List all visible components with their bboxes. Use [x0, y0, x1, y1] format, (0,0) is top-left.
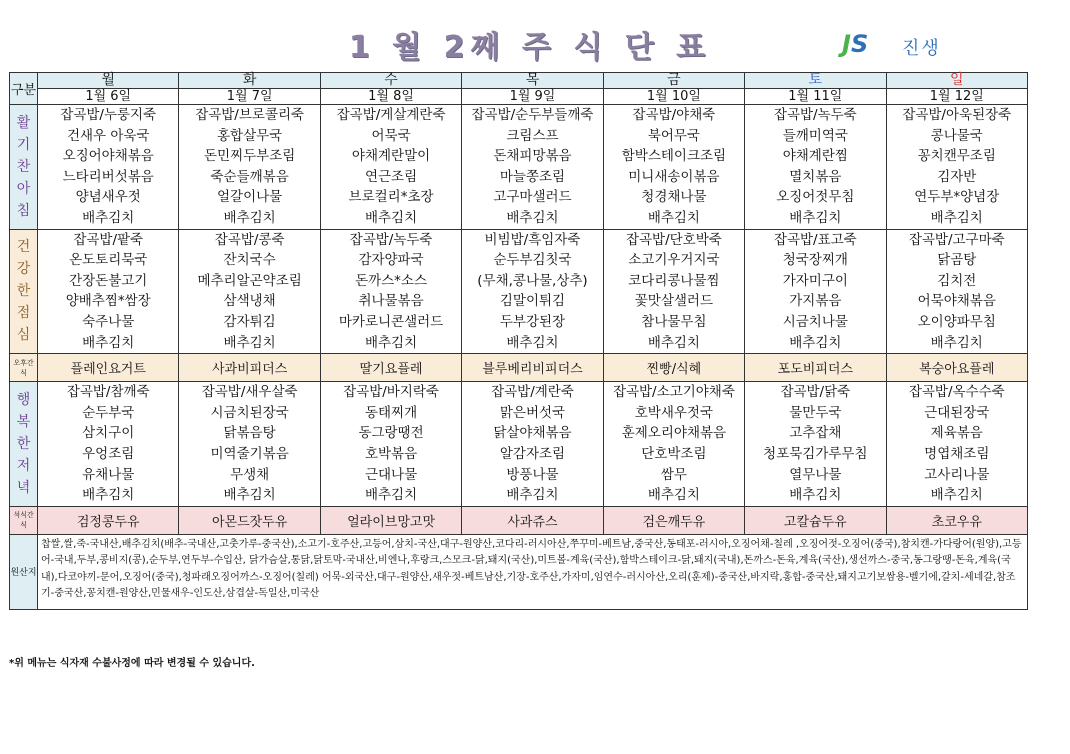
lunch-menu-cell: [745, 229, 886, 354]
menu-item: 숙주나물: [82, 313, 135, 330]
afternoon_snack-item: 복숭아요플레: [886, 354, 1027, 382]
lunch-label: [10, 229, 38, 354]
menu-item: 야채계란찜: [782, 148, 848, 165]
breakfast-menu-cell: [886, 105, 1027, 230]
menu-item: 잡곡밥/닭죽: [780, 384, 851, 401]
day-name: 화: [179, 73, 320, 89]
menu-item: 배추김치: [364, 209, 418, 226]
menu-item: 잡곡밥/계란죽: [491, 384, 574, 401]
evening_snack-item: 사과쥬스: [462, 506, 603, 534]
breakfast-menu-cell: [179, 105, 320, 230]
evening_snack-item: 아몬드잣두유: [179, 506, 320, 534]
section-label-char: 강: [16, 261, 31, 278]
afternoon_snack-label: 오후간식: [10, 354, 38, 382]
menu-item: 시금치된장국: [210, 404, 289, 421]
menu-item: 소고기우거지국: [628, 252, 720, 269]
menu-item: 고사리나물: [924, 466, 990, 483]
menu-item: 가자미구이: [782, 272, 848, 289]
menu-item: 멸치볶음: [789, 168, 842, 185]
menu-item: 오징어야채볶음: [62, 148, 154, 165]
day-date: 1월 6일: [38, 89, 179, 105]
breakfast-menu-cell: [603, 105, 744, 230]
menu-item: 잡곡밥/녹두죽: [773, 107, 857, 123]
dinner-menu-cell: [320, 382, 461, 507]
menu-item: 잡곡밥/팥죽: [73, 231, 144, 248]
day-name: 금: [603, 73, 744, 89]
menu-item: 들깨미역국: [782, 127, 848, 144]
section-label-char: 행: [16, 391, 31, 408]
evening_snack-item: 초코우유: [886, 506, 1027, 534]
menu-item: 브로컬리*초장: [348, 189, 434, 206]
menu-item: 근대나물: [364, 466, 418, 483]
afternoon_snack-item: 블루베리비피더스: [462, 354, 603, 382]
menu-item: 비빔밥/흑임자죽: [484, 231, 581, 248]
dinner-menu-cell: [462, 382, 603, 507]
menu-item: 마늘쫑조림: [499, 168, 566, 185]
menu-item: 잡곡밥/브로콜리죽: [195, 107, 305, 123]
menu-item: 배추김치: [647, 334, 700, 351]
menu-item: 잡곡밥/옥수수죽: [908, 384, 1005, 401]
menu-item: 콩나물국: [930, 127, 983, 144]
weekly-menu-table: [9, 72, 1028, 610]
section-label-char: 한: [16, 435, 31, 452]
breakfast-menu-cell: [462, 105, 603, 230]
menu-item: 잡곡밥/소고기야채죽: [612, 384, 735, 401]
menu-item: 우엉조림: [82, 445, 135, 462]
section-label-char: 아: [16, 180, 31, 197]
menu-item: 명엽채조림: [924, 445, 990, 462]
menu-item: 감자양파국: [358, 252, 424, 269]
menu-item: 참나물무침: [641, 313, 707, 330]
lunch-menu-cell: [462, 229, 603, 354]
menu-item: 두부강된장: [499, 313, 566, 330]
menu-item: 고추잡채: [789, 425, 842, 442]
lunch-menu-cell: [603, 229, 744, 354]
day-date: 1월 11일: [745, 89, 886, 105]
section-label-char: 점: [16, 305, 31, 322]
breakfast-label: [10, 105, 38, 230]
menu-item: 돈민찌두부조림: [203, 148, 296, 165]
origin-label: 원산지: [10, 534, 38, 609]
menu-item: 김말이튀김: [499, 293, 566, 310]
menu-item: 함박스테이크조림: [621, 148, 727, 165]
menu-item: 야채계란말이: [351, 148, 431, 165]
menu-item: 잡곡밥/바지락죽: [343, 384, 439, 401]
menu-item: 열무나물: [789, 466, 842, 483]
menu-item: 순두부김칫국: [493, 252, 572, 269]
dinner-menu-cell: [886, 382, 1027, 507]
menu-item: 배추김치: [223, 209, 276, 226]
evening_snack-item: 고칼슘두유: [745, 506, 886, 534]
menu-item: 간장돈불고기: [69, 272, 148, 289]
day-date: 1월 9일: [462, 89, 603, 105]
menu-item: 배추김치: [223, 334, 276, 351]
menu-item: 호박새우젓국: [634, 404, 714, 421]
menu-item: 훈제오리야채볶음: [621, 425, 727, 442]
menu-item: 마카로니콘샐러드: [338, 313, 444, 330]
menu-item: 배추김치: [647, 487, 700, 504]
menu-item: 잡곡밥/새우살죽: [201, 384, 298, 401]
menu-item: 배추김치: [789, 487, 842, 504]
menu-item: 홍합살무국: [217, 127, 283, 144]
afternoon_snack-item: 사과비피더스: [179, 354, 320, 382]
menu-item: 잡곡밥/누룽지죽: [60, 107, 157, 123]
day-name: 목: [462, 73, 603, 89]
menu-item: 배추김치: [364, 487, 418, 504]
section-label-char: 녁: [16, 479, 31, 496]
menu-item: 코다리콩나물찜: [628, 272, 720, 289]
menu-item: 동태찌개: [364, 404, 418, 421]
lunch-menu-cell: [320, 229, 461, 354]
menu-item: 삼치구이: [82, 425, 135, 442]
menu-item: 물만두국: [789, 404, 842, 421]
menu-item: 얼갈이나물: [217, 189, 283, 206]
lunch-menu-cell: [179, 229, 320, 354]
menu-item: 잡곡밥/녹두죽: [349, 231, 433, 248]
section-label-char: 건: [16, 239, 31, 256]
menu-item: 돈까스*소스: [355, 272, 428, 289]
menu-item: 잡곡밥/표고죽: [773, 231, 857, 248]
menu-item: 닭살야채볶음: [493, 425, 572, 442]
breakfast-menu-cell: [38, 105, 179, 230]
menu-item: 맑은버섯국: [499, 404, 566, 421]
menu-item: 배추김치: [930, 209, 983, 226]
day-date: 1월 8일: [320, 89, 461, 105]
menu-item: 호박볶음: [364, 445, 418, 462]
day-name: 월: [38, 73, 179, 89]
breakfast-menu-cell: [320, 105, 461, 230]
menu-item: 배추김치: [82, 209, 135, 226]
menu-item: 배추김치: [82, 334, 135, 351]
menu-item: 잡곡밥/단호박죽: [625, 231, 722, 248]
day-date: 1월 12일: [886, 89, 1027, 105]
menu-item: 감자튀김: [223, 313, 276, 330]
menu-item: 잡곡밥/순두부들깨죽: [471, 107, 594, 123]
menu-item: 메추리알곤약조림: [197, 272, 302, 289]
menu-item: 양배추찜*쌈장: [65, 293, 151, 310]
menu-item: 알감자조림: [499, 445, 566, 462]
menu-item: 오징어젓무침: [776, 189, 855, 206]
menu-item: (무채,콩나물,상추): [477, 272, 588, 289]
section-label-char: 복: [16, 413, 31, 430]
section-label-char: 한: [16, 283, 31, 300]
menu-item: 온도토리묵국: [69, 252, 148, 269]
origin-text: 찹쌀,쌀,죽-국내산,배추김치(배추-국내산,고춧가루-중국산),소고기-호주산,고등어,삼치-국산,대구-원양산,코다리-러시아산,쭈꾸미-베트남,중국산,동태포-러시아,오징어채-칠레 ,오징어젓-오징어(중국),참치캔-가다랑어(원양),고등어-국내,두부,콩비지(콩),순두부,연두부-수입산, 닭가슴살,통닭,닭토막-국내산,비엔나,후랑크,스모크-닭,돼지(국산),미트볼-계육(국산),함박스테이크-닭,돼지(국내),돈까스-돈육,계육(국산),생선까스-중국,동그랑땡-돈육,계육(국내),다코야끼-문어,오징어(중국),청파래오징어까스-오징어(칠레) 어묵-외국산,대구-원양산,새우젓-베트남산,기장-호주산,가자미,임연수-러시아산,오리(훈제)-중국산,바지락,홍합-중국산,돼지고기보쌈용-벨기에,갈치-세네갈,참조기-중국산,꽁치캔-원양산,민물새우-인도산,삼겹살-독일산,미국산: [38, 534, 1028, 609]
menu-item: 미니새송이볶음: [628, 168, 720, 185]
menu-item: 쌈무: [660, 466, 687, 483]
menu-item: 양념새우젓: [75, 189, 141, 206]
menu-item: 취나물볶음: [358, 293, 424, 310]
menu-item: 방풍나물: [506, 466, 559, 483]
afternoon_snack-item: 딸기요플레: [320, 354, 461, 382]
menu-item: 잡곡밥/게살계란죽: [336, 107, 446, 123]
menu-item: 배추김치: [506, 334, 559, 351]
menu-item: 배추김치: [930, 487, 983, 504]
section-label-char: 기: [16, 136, 31, 153]
gubun-header: 구분: [10, 73, 38, 105]
day-date: 1월 10일: [603, 89, 744, 105]
menu-item: 배추김치: [647, 209, 700, 226]
afternoon_snack-item: 찐빵/식혜: [603, 354, 744, 382]
section-label-char: 저: [16, 457, 31, 474]
company-logo: [842, 30, 992, 64]
menu-item: 연두부*양념장: [914, 189, 1000, 206]
lunch-menu-cell: [38, 229, 179, 354]
evening_snack-item: 검은깨두유: [603, 506, 744, 534]
menu-item: 배추김치: [506, 487, 559, 504]
menu-item: 제육볶음: [930, 425, 983, 442]
section-label-char: 심: [16, 327, 31, 344]
menu-item: 죽순들깨볶음: [210, 168, 289, 185]
menu-item: 배추김치: [789, 209, 842, 226]
menu-item: 미역줄기볶음: [210, 445, 289, 462]
afternoon_snack-item: 플레인요거트: [38, 354, 179, 382]
dinner-menu-cell: [745, 382, 886, 507]
menu-item: 유채나물: [82, 466, 135, 483]
section-label-char: 찬: [16, 158, 31, 175]
menu-item: 근대된장국: [924, 404, 990, 421]
menu-item: 배추김치: [789, 334, 842, 351]
menu-item: 닭볶음탕: [223, 425, 276, 442]
logo-name: 진생: [902, 38, 941, 59]
menu-item: 가지볶음: [789, 293, 842, 310]
menu-item: 크림스프: [506, 127, 559, 144]
evening_snack-item: 얼라이브망고맛: [320, 506, 461, 534]
menu-item: 김자반: [937, 168, 977, 185]
menu-item: 배추김치: [82, 487, 135, 504]
menu-item: 북어무국: [647, 127, 700, 144]
dinner-menu-cell: [603, 382, 744, 507]
menu-item: 잡곡밥/콩죽: [214, 231, 285, 248]
footnote: *위 메뉴는 식자재 수불사정에 따라 변경될 수 있습니다.: [9, 658, 255, 669]
dinner-menu-cell: [38, 382, 179, 507]
evening_snack-item: 검정콩두유: [38, 506, 179, 534]
menu-item: 단호박조림: [641, 445, 707, 462]
menu-item: 어묵야채볶음: [917, 293, 996, 310]
menu-item: 배추김치: [506, 209, 559, 226]
page-title: 1 월 2째 주 식 단 표: [348, 30, 712, 65]
menu-item: 고구마샐러드: [493, 189, 572, 206]
menu-item: 배추김치: [223, 487, 276, 504]
menu-item: 동그랑땡전: [358, 425, 424, 442]
dinner-menu-cell: [179, 382, 320, 507]
dinner-label: [10, 382, 38, 507]
menu-item: 잡곡밥/참깨죽: [66, 384, 150, 401]
breakfast-menu-cell: [745, 105, 886, 230]
menu-item: 잔치국수: [223, 252, 276, 269]
afternoon_snack-item: 포도비피더스: [745, 354, 886, 382]
menu-item: 배추김치: [930, 334, 983, 351]
menu-item: 배추김치: [364, 334, 418, 351]
menu-item: 청국장찌개: [782, 252, 848, 269]
menu-item: 돈채피망볶음: [493, 148, 572, 165]
menu-item: 잡곡밥/야채죽: [632, 107, 716, 123]
section-label-char: 활: [16, 114, 31, 131]
day-name: 토: [745, 73, 886, 89]
menu-item: 무생채: [230, 466, 270, 483]
menu-item: 꽁치캔무조림: [917, 148, 996, 165]
menu-item: 잡곡밥/고구마죽: [908, 231, 1005, 248]
menu-item: 건새우 아욱국: [66, 127, 150, 144]
menu-item: 삼색냉채: [223, 293, 276, 310]
menu-item: 연근조림: [364, 168, 418, 185]
menu-item: 느타리버섯볶음: [62, 168, 154, 185]
menu-item: 닭곰탕: [937, 252, 977, 269]
menu-item: 김치전: [937, 272, 977, 289]
menu-item: 시금치나물: [782, 313, 848, 330]
menu-item: 어묵국: [371, 127, 411, 144]
day-name: 수: [320, 73, 461, 89]
menu-item: 청포묵김가루무침: [763, 445, 868, 462]
section-label-char: 침: [16, 202, 31, 219]
day-name: 일: [886, 73, 1027, 89]
menu-item: 꽃맛살샐러드: [634, 293, 714, 310]
menu-item: 순두부국: [82, 404, 135, 421]
menu-item: 잡곡밥/아욱된장죽: [902, 107, 1012, 123]
menu-item: 청경채나물: [641, 189, 707, 206]
evening_snack-label: 석식간식: [10, 506, 38, 534]
lunch-menu-cell: [886, 229, 1027, 354]
day-date: 1월 7일: [179, 89, 320, 105]
logo-mark: JS: [842, 30, 869, 58]
menu-item: 오이양파무침: [917, 313, 996, 330]
